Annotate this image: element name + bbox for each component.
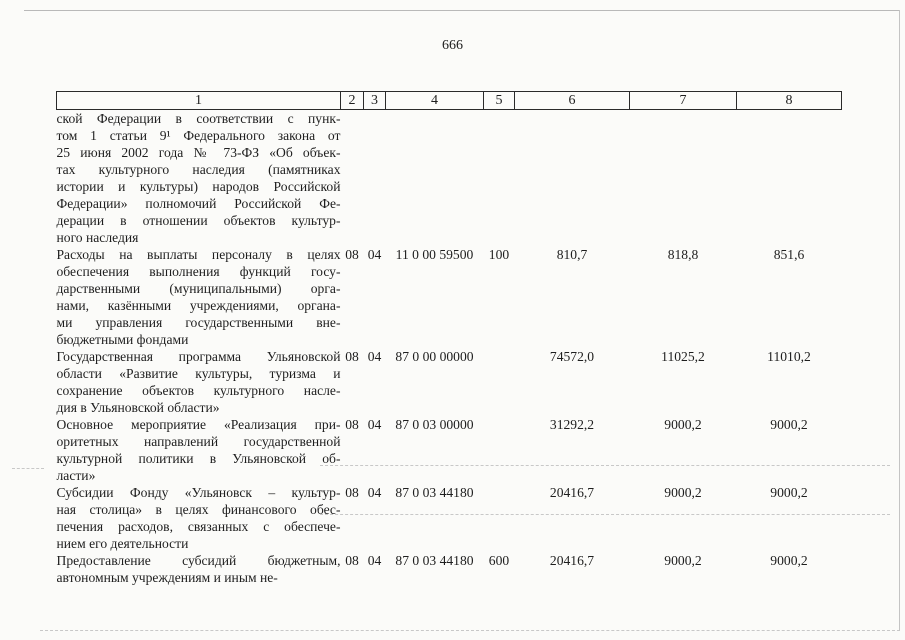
target-article-code: 11 0 00 59500 (395, 247, 474, 262)
row-description-line: Расходы на выплаты персоналу в целях (56, 247, 341, 262)
row-description-line: том 1 статьи 9¹ Федерального закона от (56, 128, 341, 143)
amount-year-2: 9000,2 (664, 485, 702, 500)
section-code: 08 (345, 349, 359, 364)
column-header: 7 (630, 92, 737, 110)
scan-artifact (12, 468, 44, 469)
amount-year-2: 9000,2 (664, 553, 702, 568)
table-row (57, 110, 842, 247)
amount-year-3: 9000,2 (770, 417, 808, 432)
section-code: 08 (345, 247, 359, 262)
amount-year-2 (630, 110, 737, 247)
amount-year-2: 9000,2 (664, 417, 702, 432)
expense-type-code: 600 (488, 553, 510, 568)
expense-type-code (484, 110, 515, 247)
page-frame-top (24, 10, 900, 11)
column-header: 3 (364, 92, 386, 110)
row-description-line: нием его деятельности (56, 536, 189, 551)
row-description-line: ная столица» в целях финансового обес- (56, 502, 341, 517)
row-description-line: культурной политики в Ульяновской об- (56, 451, 341, 466)
expense-type-code (484, 484, 515, 552)
column-header: 8 (737, 92, 842, 110)
row-description-line: дия в Ульяновской области» (56, 400, 220, 415)
section-code (341, 110, 364, 247)
subsection-code: 04 (367, 417, 382, 432)
row-description-line: обеспечения выполнения функций госу- (56, 264, 341, 279)
column-header: 2 (341, 92, 364, 110)
amount-year-3: 9000,2 (770, 485, 808, 500)
table-row (57, 246, 842, 348)
amount-year-3: 9000,2 (770, 553, 808, 568)
table-row (57, 416, 842, 484)
row-description (57, 552, 341, 586)
scan-artifact (320, 465, 890, 466)
row-description-line: дарственными (муниципальными) орга- (56, 281, 341, 296)
amount-year-1: 31292,2 (549, 417, 595, 432)
budget-table (56, 91, 842, 586)
amount-year-1: 74572,0 (549, 349, 595, 364)
row-description-line: оритетных направлений государственной (56, 434, 341, 449)
row-description (57, 484, 341, 552)
table-row (57, 348, 842, 416)
row-description-line: дерации в отношении объектов культур- (56, 213, 341, 228)
row-description-line: Основное мероприятие «Реализация при- (56, 417, 341, 432)
row-description-line: истории и культуры) народов Российской (56, 179, 341, 194)
expense-type-code: 100 (488, 247, 510, 262)
row-description-line: области «Развитие культуры, туризма и (56, 366, 341, 381)
column-header: 4 (386, 92, 484, 110)
row-description-line: Федерации» полномочий Российской Фе- (56, 196, 341, 211)
row-description (57, 416, 341, 484)
row-description-line: печения расходов, связанных с обеспече- (56, 519, 341, 534)
column-header: 6 (515, 92, 630, 110)
subsection-code (364, 110, 386, 247)
subsection-code: 04 (367, 553, 382, 568)
target-article-code: 87 0 00 00000 (395, 349, 474, 364)
section-code: 08 (345, 417, 359, 432)
row-description-line: ласти» (56, 468, 96, 483)
amount-year-1: 810,7 (556, 247, 588, 262)
table-header-row (57, 92, 842, 110)
target-article-code: 87 0 03 44180 (395, 553, 474, 568)
row-description-line: ного наследия (56, 230, 139, 245)
row-description-line: тах культурного наследия (памятниках (56, 162, 341, 177)
row-description-line: ми управления государственными вне- (56, 315, 341, 330)
section-code: 08 (345, 553, 359, 568)
amount-year-3 (737, 110, 842, 247)
amount-year-1 (515, 110, 630, 247)
expense-type-code (484, 416, 515, 484)
expense-type-code (484, 348, 515, 416)
amount-year-2: 818,8 (667, 247, 699, 262)
subsection-code: 04 (367, 349, 382, 364)
table-row (57, 552, 842, 586)
row-description-line: бюджетными фондами (56, 332, 189, 347)
column-header: 1 (57, 92, 341, 110)
amount-year-3: 11010,2 (767, 349, 811, 364)
row-description-line: автономным учреждениям и иным не- (56, 570, 278, 585)
scan-artifact (40, 630, 900, 631)
row-description-line: ской Федерации в соответствии с пунк- (56, 111, 341, 126)
target-article-code (386, 110, 484, 247)
scan-artifact (320, 514, 890, 515)
row-description-line: Предоставление субсидий бюджетным, (56, 553, 341, 568)
row-description (57, 110, 341, 247)
row-description (57, 246, 341, 348)
row-description-line: 25 июня 2002 года № 73-ФЗ «Об объек- (56, 145, 341, 160)
column-header: 5 (484, 92, 515, 110)
row-description-line: сохранение объектов культурного насле- (56, 383, 341, 398)
amount-year-3: 851,6 (773, 247, 805, 262)
row-description (57, 348, 341, 416)
subsection-code: 04 (367, 485, 382, 500)
amount-year-1: 20416,7 (549, 553, 595, 568)
amount-year-1: 20416,7 (549, 485, 595, 500)
row-description-line: Субсидии Фонду «Ульяновск – культур- (56, 485, 341, 500)
page-number: 666 (442, 38, 463, 53)
target-article-code: 87 0 03 44180 (395, 485, 474, 500)
target-article-code: 87 0 03 00000 (395, 417, 474, 432)
page-frame-right (899, 10, 900, 630)
subsection-code: 04 (367, 247, 382, 262)
amount-year-2: 11025,2 (661, 349, 705, 364)
table-row (57, 484, 842, 552)
section-code: 08 (345, 485, 359, 500)
row-description-line: Государственная программа Ульяновской (56, 349, 341, 364)
row-description-line: нами, казёнными учреждениями, органа- (56, 298, 341, 313)
